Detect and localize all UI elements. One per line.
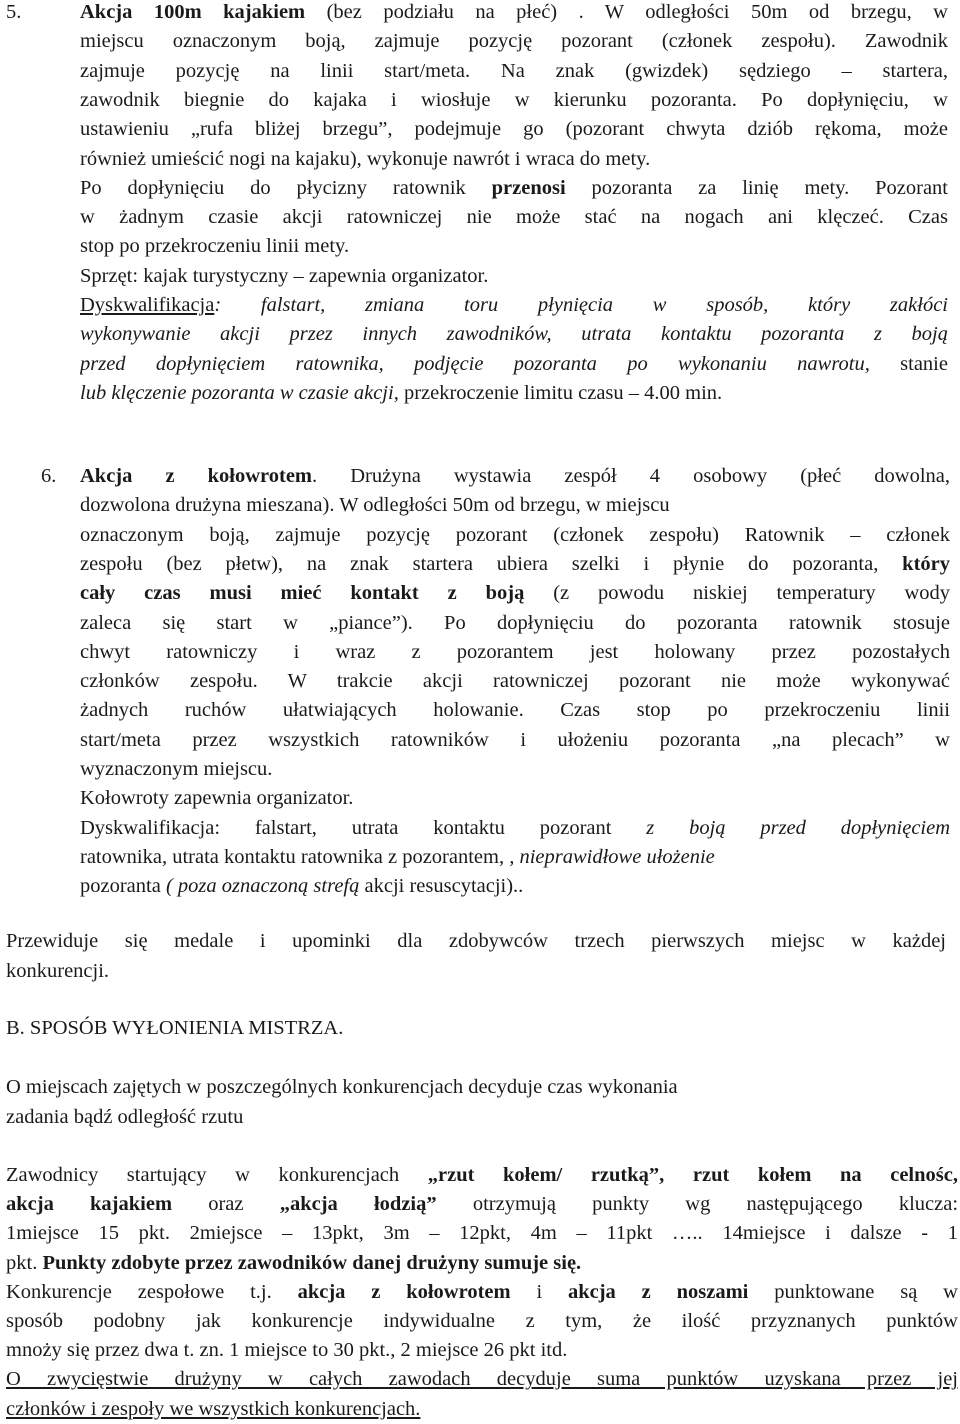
text-run: przed dopłynięciem ratownika, podjęcie pozoranta po wykonaniu nawrotu, xyxy=(80,352,870,375)
section-6-number: 6. xyxy=(41,465,57,487)
text-run: stanie xyxy=(869,352,948,375)
text-run: Sprzęt: kajak turystyczny – zapewnia organizator. xyxy=(80,264,489,287)
text-run: Akcja 100m kajakiem xyxy=(80,1,306,23)
text-run: mnoży się przez dwa t. zn. 1 miejsce to 30 pkt., 2 miejsce 26 pkt itd. xyxy=(6,1339,568,1362)
text-line xyxy=(80,696,950,725)
text-line xyxy=(80,203,948,232)
text-line xyxy=(80,86,948,115)
text-line xyxy=(80,550,950,579)
text-run: sposób podobny jak konkurencje indywidualne z tym, że ilość przyznanych punktów xyxy=(6,1310,958,1332)
text-run: i xyxy=(510,1280,568,1303)
text-run: przenosi xyxy=(491,176,566,199)
text-run: stop po przekroczeniu linii mety. xyxy=(80,235,350,258)
text-run: chwyt ratowniczy i wraz z pozorantem jest holowany przez pozostałych xyxy=(80,640,950,663)
text-line xyxy=(80,174,948,203)
text-run: pkt. xyxy=(6,1251,43,1274)
text-run: z boją przed dopłynięciem xyxy=(646,816,950,839)
text-line xyxy=(6,1073,886,1102)
text-line xyxy=(6,927,946,956)
text-line xyxy=(80,379,948,408)
text-line xyxy=(80,145,948,174)
text-line xyxy=(80,521,950,550)
text-run: akcji resuscytacji).. xyxy=(359,875,524,898)
text-run: punktowane są w xyxy=(748,1280,958,1303)
text-line xyxy=(6,1219,958,1248)
text-line xyxy=(80,0,948,27)
text-run: zadania bądź odległość rzutu xyxy=(6,1105,244,1128)
text-line xyxy=(80,291,948,320)
text-run: akcja z noszami xyxy=(567,1280,749,1303)
text-line xyxy=(80,843,950,872)
text-run: żadnych ruchów ułatwiających holowanie. Czas stop po przekroczeniu linii xyxy=(80,699,950,722)
text-run: akcja kajakiem xyxy=(6,1193,173,1216)
text-run: (bez podziału na płeć) . W odległości 50m od brzegu, w xyxy=(305,1,948,23)
text-line xyxy=(80,667,950,696)
text-run: Konkurencje zespołowe t.j. xyxy=(6,1280,298,1303)
text-line xyxy=(6,1278,958,1307)
text-line xyxy=(80,232,948,261)
text-line xyxy=(80,638,950,667)
text-line xyxy=(80,609,950,638)
text-line xyxy=(6,957,946,986)
text-run: „rzut kołem/ rzutką”, rzut kołem na celnośc, xyxy=(427,1164,958,1186)
text-run: zajmuje pozycję na linii start/meta. Na znak (gwizdek) sędziego – startera, xyxy=(80,59,948,82)
text-line xyxy=(80,57,948,86)
text-run: ratownika, utrata kontaktu ratownika z pozorantem, xyxy=(80,845,510,868)
text-line xyxy=(6,1190,958,1219)
text-line xyxy=(80,814,950,843)
text-line xyxy=(80,579,950,608)
text-run: pozoranta xyxy=(80,875,166,898)
text-line xyxy=(80,872,950,901)
text-run: miejscu oznaczonym boją, zajmuje pozycję pozorant (członek zespołu). Zawodnik xyxy=(80,30,948,53)
text-run: otrzymują punkty wg następującego klucza: xyxy=(436,1193,958,1216)
text-run: konkurencji. xyxy=(6,959,110,982)
text-run: lub klęczenie pozoranta w czasie akcji, xyxy=(80,381,399,404)
text-line xyxy=(80,262,948,291)
text-line xyxy=(80,755,950,784)
text-run: dozwolona drużyna mieszana). W odległości 50m od brzegu, w miejscu xyxy=(80,494,670,517)
text-run: przekroczenie limitu czasu – 4.00 min. xyxy=(398,381,723,404)
text-line xyxy=(80,784,950,813)
text-run: zawodnik biegnie do kajaka i wiosłuje w kierunku pozoranta. Po dopłynięciu, w xyxy=(80,88,948,111)
text-run: pozoranta za linię mety. Pozorant xyxy=(565,176,948,199)
text-run: , nieprawidłowe ułożenie xyxy=(509,845,715,868)
text-run: Po dopłynięciu do płycizny ratownik xyxy=(80,176,492,199)
text-run: 1miejsce 15 pkt. 2miejsce – 13pkt, 3m – 12pkt, 4m – 11pkt ….. 14miejsce i dalsze - 1 xyxy=(6,1222,958,1245)
text-line xyxy=(80,350,948,379)
text-line xyxy=(6,1307,958,1336)
section-b-heading: B. SPOSÓB WYŁONIENIA MISTRZA. xyxy=(6,1017,344,1039)
text-run: ( poza oznaczoną strefą xyxy=(165,875,360,898)
text-run: zaleca się start w „piance”). Po dopłynięciu do pozoranta ratownik stosuje xyxy=(80,611,950,634)
text-run: Dyskwalifikacja xyxy=(80,294,215,316)
text-line xyxy=(80,115,948,144)
text-line xyxy=(6,1161,958,1190)
text-run: Akcja z kołowrotem xyxy=(80,465,313,487)
text-run: członków zespołu. W trakcie akcji ratowniczej pozorant nie może wykonywać xyxy=(80,670,950,693)
text-run: Przewiduje się medale i upominki dla zdobywców trzech pierwszych miejsc w każdej xyxy=(6,930,946,952)
text-run: w żadnym czasie akcji ratowniczej nie może stać na nogach ani klęczeć. Czas xyxy=(80,206,948,229)
text-run: (z powodu niskiej temperatury wody xyxy=(524,582,950,605)
text-run: cały czas musi mieć kontakt z boją xyxy=(80,582,525,605)
text-run: : falstart, zmiana toru płynięcia w sposób, który zakłóci xyxy=(214,294,948,316)
text-line xyxy=(80,27,948,56)
text-run: . Drużyna wystawia zespół 4 osobowy (płeć dowolna, xyxy=(312,465,950,487)
text-run: Kołowroty zapewnia organizator. xyxy=(80,787,354,810)
text-run: wykonywanie akcji przez innych zawodników, utrata kontaktu pozoranta z boją xyxy=(80,323,948,346)
text-run: O miejscach zajętych w poszczególnych konkurencjach decyduje czas wykonania xyxy=(6,1076,678,1098)
text-run: członków i zespoły we wszystkich konkurencjach. xyxy=(6,1397,421,1420)
text-line xyxy=(6,1249,958,1278)
text-run: zespołu (bez płetw), na znak startera ubiera szelki i płynie do pozoranta, xyxy=(80,552,903,575)
text-run: akcja z kołowrotem xyxy=(297,1280,511,1303)
text-run: Punkty zdobyte przez zawodników danej drużyny sumuje się. xyxy=(42,1251,582,1274)
text-run: który xyxy=(902,552,950,575)
text-line xyxy=(80,726,950,755)
text-run: również umieścić nogi na kajaku), wykonuje nawrót i wraca do mety. xyxy=(80,147,651,170)
text-line xyxy=(6,1395,958,1424)
text-line xyxy=(6,1103,886,1132)
text-run: wyznaczonym miejscu. xyxy=(80,758,273,780)
text-run: oraz xyxy=(172,1193,280,1216)
text-run: Dyskwalifikacja: falstart, utrata kontaktu pozorant xyxy=(80,816,647,839)
text-line xyxy=(80,462,950,491)
text-run: „akcja łodzią” xyxy=(279,1193,437,1216)
text-line xyxy=(80,491,950,520)
text-line xyxy=(6,1365,958,1394)
text-run: start/meta przez wszystkich ratowników i ułożeniu pozoranta „na plecach” w xyxy=(80,728,950,751)
section-5-number: 5. xyxy=(6,1,22,23)
text-run: oznaczonym boją, zajmuje pozycję pozorant (członek zespołu) Ratownik – członek xyxy=(80,523,950,546)
text-line xyxy=(80,320,948,349)
text-run: Zawodnicy startujący w konkurencjach xyxy=(6,1164,428,1186)
text-run: ustawieniu „rufa bliżej brzegu”, podejmuje go (pozorant chwyta dziób rękoma, może xyxy=(80,118,948,141)
text-line xyxy=(6,1336,958,1365)
text-run: O zwycięstwie drużyny w całych zawodach decyduje suma punktów uzyskana przez jej xyxy=(6,1368,958,1391)
